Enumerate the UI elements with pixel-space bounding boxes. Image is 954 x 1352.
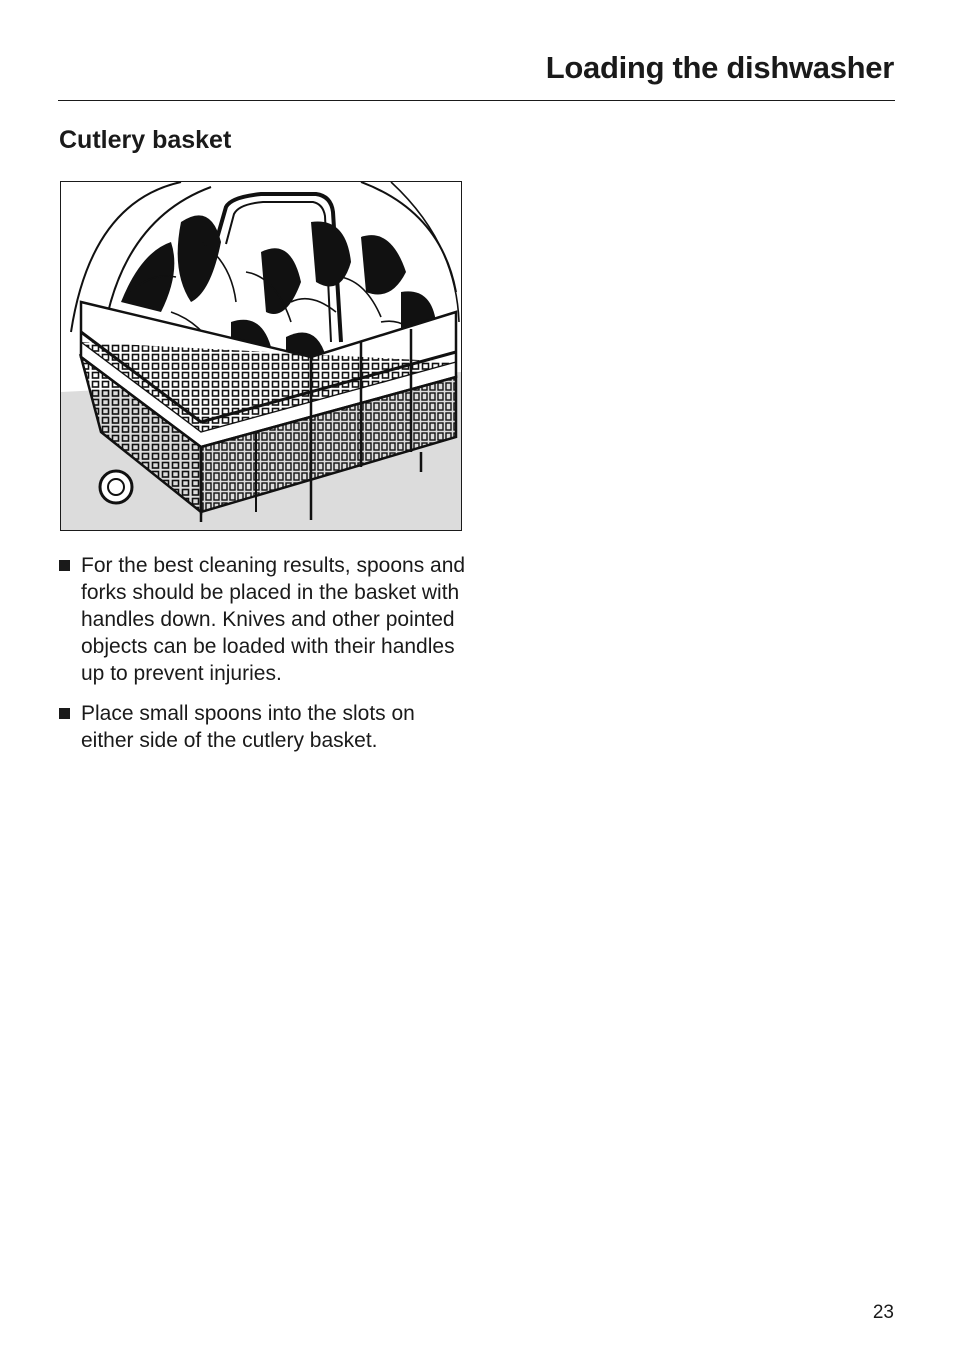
square-bullet-icon	[59, 560, 70, 571]
page-number: 23	[872, 1302, 894, 1323]
header-divider	[58, 100, 895, 101]
square-bullet-icon	[59, 708, 70, 719]
page-header-title: Loading the dishwasher	[545, 50, 894, 85]
list-item	[58, 700, 468, 754]
list-item-text: For the best cleaning results, spoons and forks should be placed in the basket with handles down. Knives and other pointed objects can be loaded with their handles up to prevent injuries.	[81, 554, 466, 685]
section-heading: Cutlery basket	[59, 126, 232, 154]
cutlery-basket-illustration-icon	[61, 182, 461, 530]
cutlery-basket-figure	[60, 181, 462, 531]
list-item	[58, 552, 468, 687]
instruction-list	[58, 552, 468, 767]
list-item-text: Place small spoons into the slots on either side of the cutlery basket.	[81, 702, 415, 752]
